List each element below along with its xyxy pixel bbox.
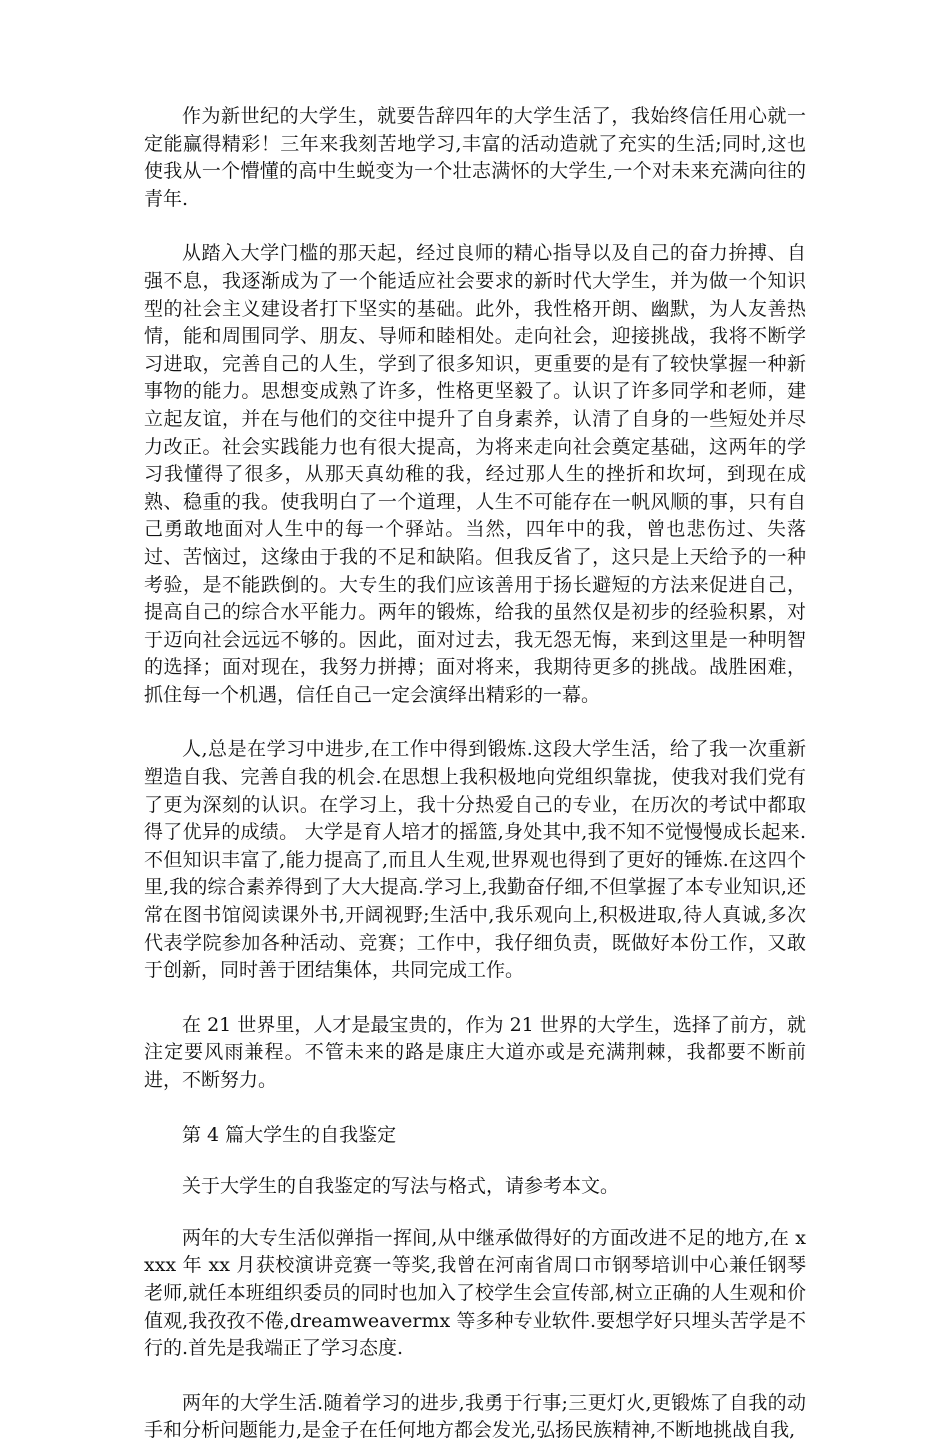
section-heading: 第 4 篇大学生的自我鉴定 — [182, 1123, 397, 1146]
paragraph-life: 两年的大学生活.随着学习的进步,我勇于行事;三更灯火,更锻炼了自我的动手和分析问题能力,是金子在任何地方都会发光,弘扬民族精神,不断地挑战自我, — [144, 1391, 806, 1442]
paragraph-future: 在 21 世界里，人才是最宝贵的，作为 21 世界的大学生，选择了前方，就注定要风雨兼程。不管未来的路是康庄大道亦或是充满荆棘，我都要不断前进，不断努力。 — [144, 1013, 806, 1091]
paragraph-college: 两年的大专生活似弹指一挥间,从中继承做得好的方面改进不足的地方,在 xxxx 年 xx 月获校演讲竞赛一等奖,我曾在河南省周口市钢琴培训中心兼任钢琴老师,就任本班组织委员的同时也加入了校学生会宣传部,树立正确的人生观和价值观,我孜孜不倦,dreamweavermx 等多种专业软件.要想学好只埋头苦学是不行的.首先是我端正了学习态度. — [144, 1226, 806, 1360]
section-note: 关于大学生的自我鉴定的写法与格式，请参考本文。 — [182, 1175, 620, 1198]
paragraph-growth: 从踏入大学门槛的那天起，经过良师的精心指导以及自己的奋力拚搏、自强不息，我逐渐成为了一个能适应社会要求的新时代大学生，并为做一个知识型的社会主义建设者打下坚实的基础。此外，我性格开朗、幽默，为人友善热情，能和周围同学、朋友、导师和睦相处。走向社会，迎接挑战，我将不断学习进取，完善自己的人生，学到了很多知识，更重要的是有了较快掌握一种新事物的能力。思想变成熟了许多，性格更坚毅了。认识了许多同学和老师，建立起友谊，并在与他们的交往中提升了自身素养，认清了自身的一些短处并尽力改正。社会实践能力也有很大提高，为将来走向社会奠定基础，这两年的学习我懂得了很多，从那天真幼稚的我，经过那人生的挫折和坎坷，到现在成熟、稳重的我。使我明白了一个道理，人生不可能存在一帆风顺的事，只有自己勇敢地面对人生中的每一个驿站。当然，四年中的我，曾也悲伤过、失落过、苦恼过，这缘由于我的不足和缺陷。但我反省了，这只是上天给予的一种考验，是不能跌倒的。大专生的我们应该善用于扬长避短的方法来促进自己，提高自己的综合水平能力。两年的锻炼，给我的虽然仅是初步的经验积累，对于迈向社会远远不够的。因此，面对过去，我无怨无悔，来到这里是一种明智的选择；面对现在，我努力拼搏；面对将来，我期待更多的挑战。战胜困难，抓住每一个机遇，信任自己一定会演绎出精彩的一幕。 — [144, 242, 806, 706]
paragraph-intro: 作为新世纪的大学生，就要告辞四年的大学生活了，我始终信任用心就一定能赢得精彩！三年来我刻苦地学习,丰富的活动造就了充实的生活;同时,这也使我从一个懵懂的高中生蜕变为一个壮志满怀的大学生,一个对未来充满向往的青年. — [144, 105, 806, 210]
paragraph-study: 人,总是在学习中进步,在工作中得到锻炼.这段大学生活，给了我一次重新塑造自我、完善自我的机会.在思想上我积极地向党组织靠拢，使我对我们党有了更为深刻的认识。在学习上，我十分热爱自己的专业，在历次的考试中都取得了优异的成绩。 大学是育人培才的摇篮,身处其中,我不知不觉慢慢成长起来.不但知识丰富了,能力提高了,而且人生观,世界观也得到了更好的锤炼.在这四个里,我的综合素养得到了大大提高.学习上,我勤奋仔细,不但掌握了本专业知识,还常在图书馆阅读课外书,开阔视野;生活中,我乐观向上,积极进取,待人真诚,多次代表学院参加各种活动、竞赛；工作中，我仔细负责，既做好本份工作，又敢于创新，同时善于团结集体，共同完成工作。 — [144, 738, 806, 982]
